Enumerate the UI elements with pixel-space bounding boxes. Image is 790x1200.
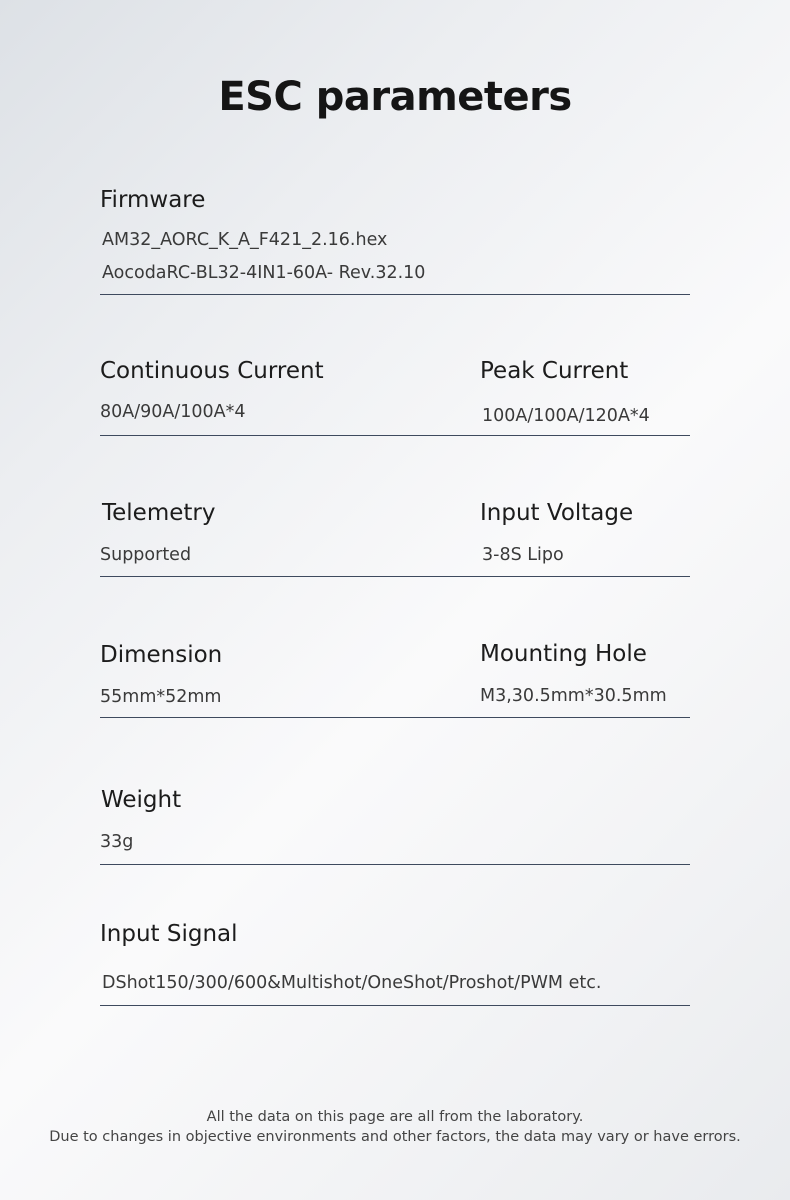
firmware-value-2: AocodaRC-BL32-4IN1-60A- Rev.32.10 (102, 263, 426, 283)
telemetry-block (100, 499, 480, 566)
input-signal-value: DShot150/300/600&Multishot/OneShot/Proshot/PWM etc. (102, 973, 602, 993)
dimension-value: 55mm*52mm (100, 687, 222, 707)
input-voltage-label: Input Voltage (480, 500, 634, 526)
dimension-block (100, 640, 480, 708)
weight-section (100, 786, 690, 865)
peak-current-value: 100A/100A/120A*4 (482, 406, 650, 426)
mounting-hole-block (480, 640, 690, 708)
input-signal-label: Input Signal (100, 921, 238, 947)
firmware-section (100, 186, 690, 295)
telemetry-value: Supported (100, 545, 192, 565)
firmware-label: Firmware (100, 187, 206, 213)
continuous-current-block (100, 357, 480, 427)
telemetry-label: Telemetry (102, 500, 216, 526)
telemetry-voltage-section (100, 499, 690, 577)
mounting-hole-label: Mounting Hole (480, 641, 647, 667)
footer-line-2: Due to changes in objective environments and other factors, the data may vary or have errors. (49, 1129, 741, 1145)
footer-disclaimer (0, 1107, 790, 1147)
continuous-current-label: Continuous Current (100, 358, 324, 384)
continuous-current-value: 80A/90A/100A*4 (100, 402, 246, 422)
peak-current-label: Peak Current (480, 358, 629, 384)
footer-line-1: All the data on this page are all from the laboratory. (206, 1109, 584, 1125)
dimension-label: Dimension (100, 642, 223, 668)
input-voltage-value: 3-8S Lipo (482, 545, 564, 565)
dimension-mounting-section (100, 640, 690, 718)
input-voltage-block (480, 499, 690, 566)
weight-label: Weight (101, 787, 182, 813)
current-section (100, 357, 690, 436)
peak-current-block (480, 357, 690, 427)
mounting-hole-value: M3,30.5mm*30.5mm (480, 686, 667, 706)
page-title: ESC parameters (218, 74, 572, 120)
weight-value: 33g (100, 832, 134, 852)
input-signal-section (100, 920, 690, 1006)
firmware-value-1: AM32_AORC_K_A_F421_2.16.hex (102, 230, 388, 250)
